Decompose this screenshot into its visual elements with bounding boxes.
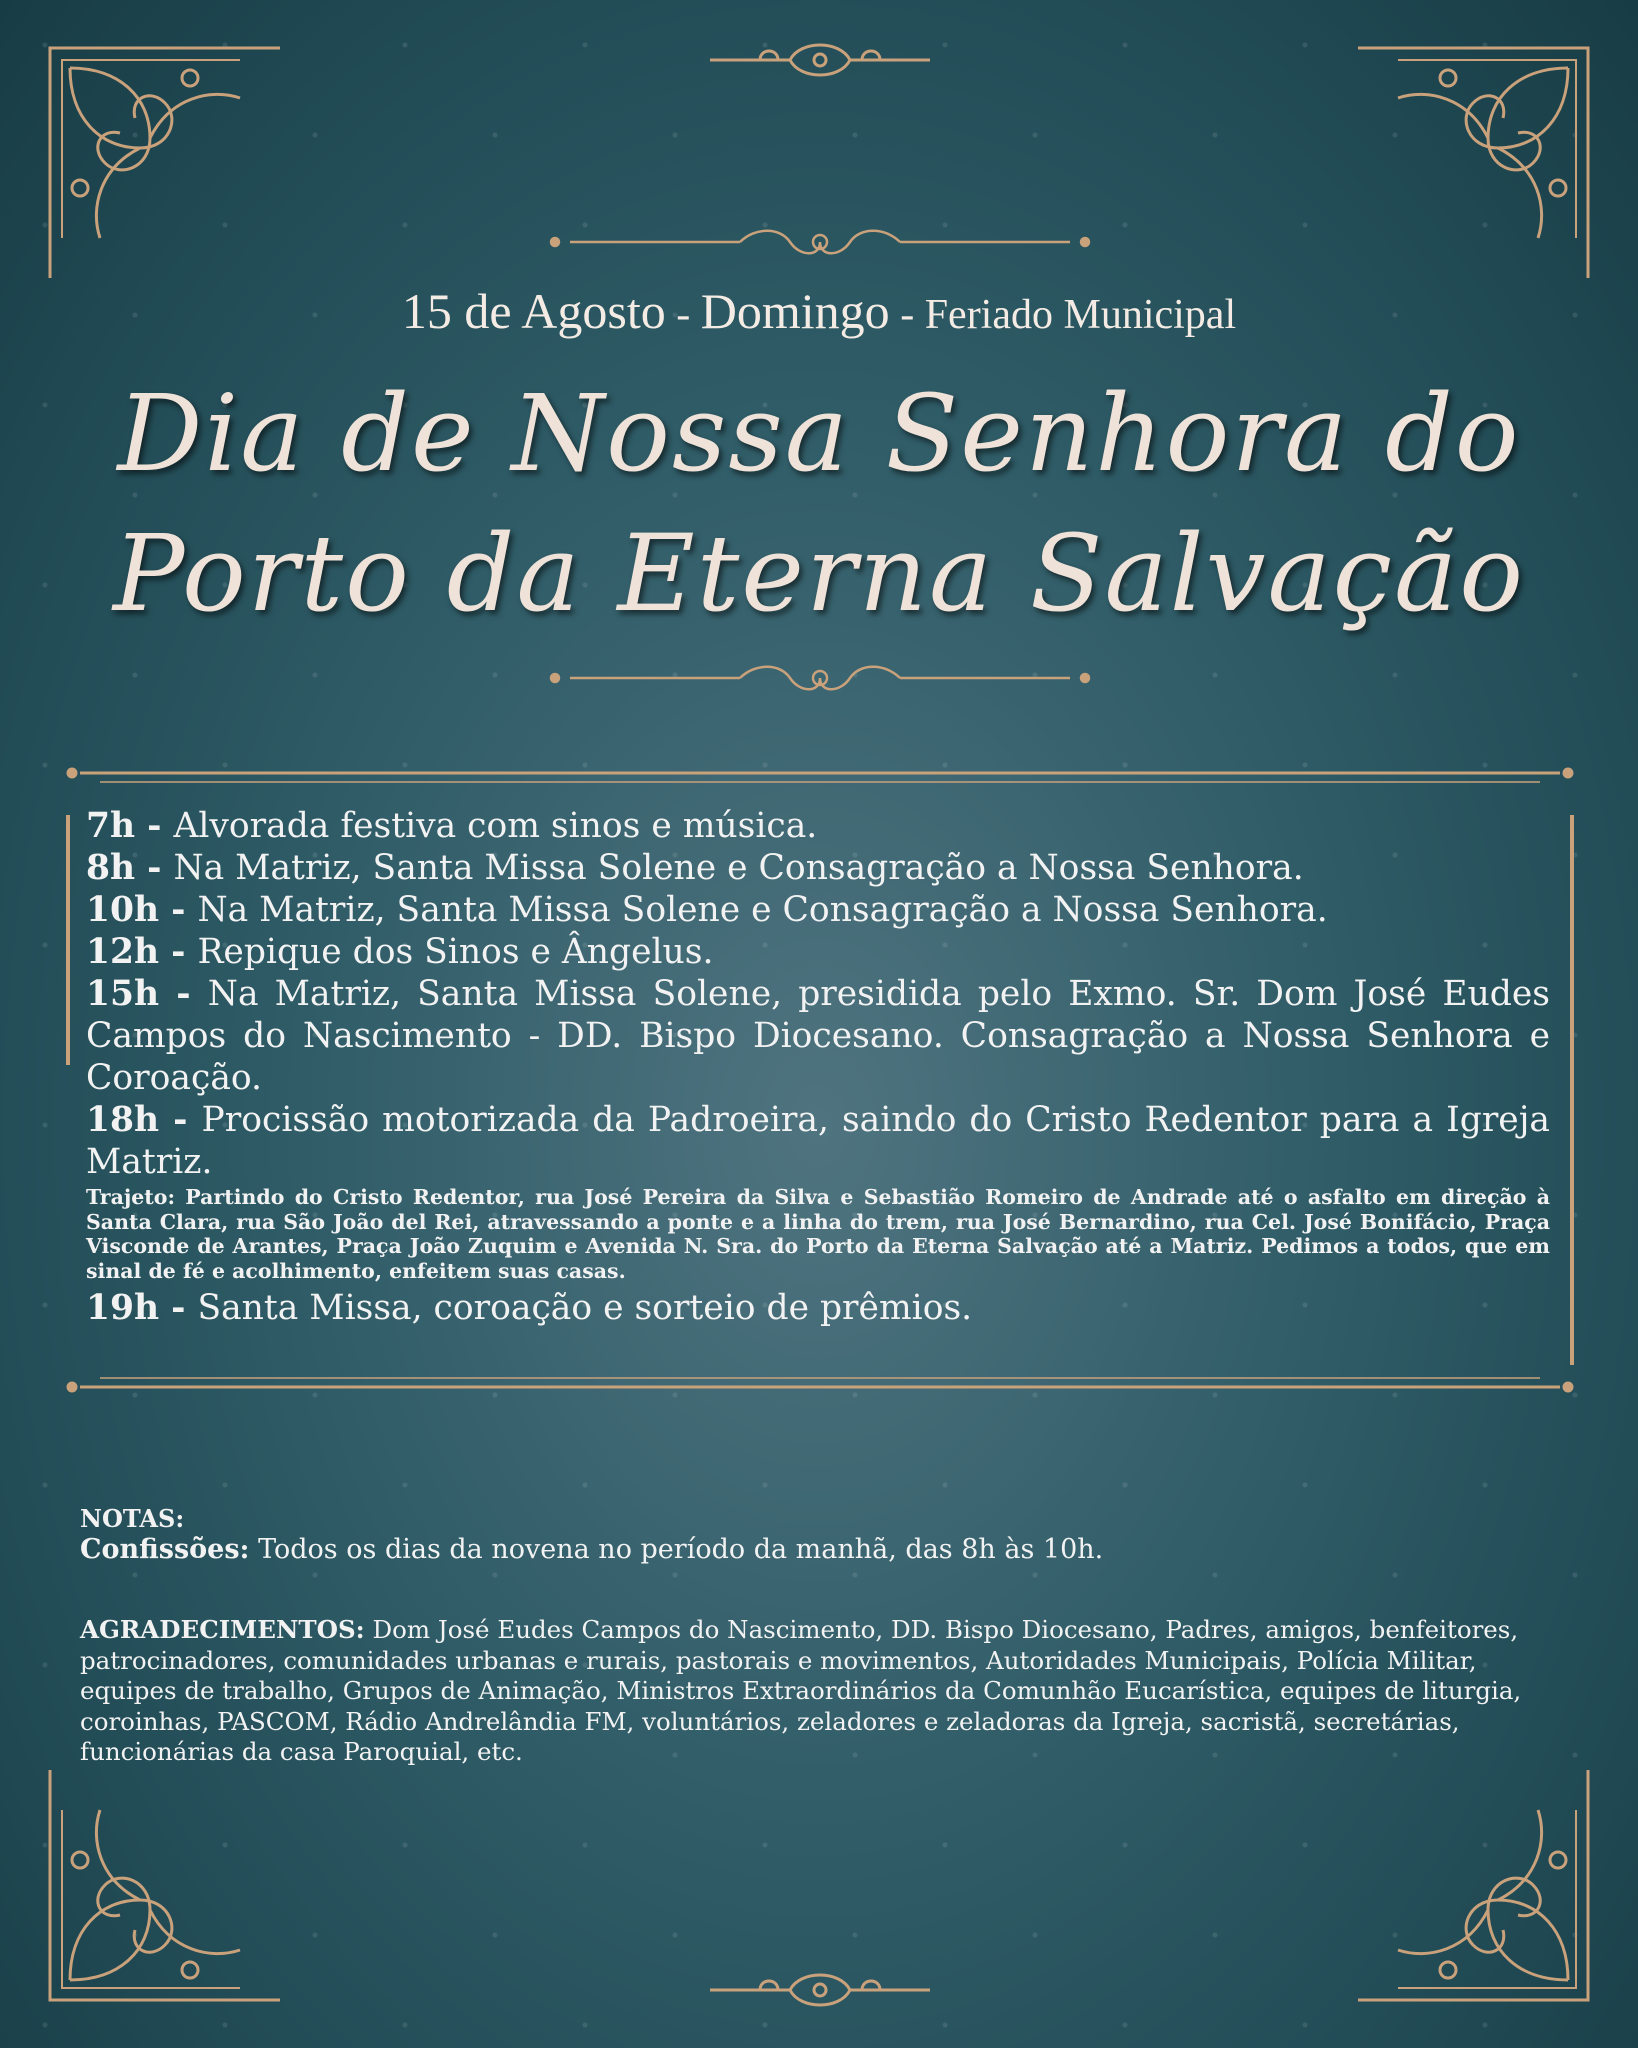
- ornament-corner-bottom-left: [40, 1760, 290, 2010]
- ornament-corner-top-right: [1348, 38, 1598, 288]
- schedule-separator: -: [159, 1100, 202, 1140]
- date-separator: -: [889, 292, 925, 338]
- notes-heading: NOTAS:: [80, 1504, 185, 1533]
- title-line-2: Porto da Eterna Salvação: [112, 512, 1526, 635]
- schedule-separator: -: [159, 890, 198, 930]
- schedule-item: [86, 973, 1550, 1099]
- schedule-item: [86, 847, 1550, 889]
- notes-section: [80, 1505, 1560, 1768]
- schedule-text: Santa Missa, coroação e sorteio de prêmios.: [197, 1288, 973, 1328]
- title-line-1: Dia de Nossa Senhora do: [117, 372, 1521, 495]
- schedule-text: Procissão motorizada da Padroeira, saindo do Cristo Redentor para a Igreja Matriz.: [86, 1100, 1550, 1182]
- schedule-time: 15h: [86, 974, 160, 1014]
- schedule-text: Na Matriz, Santa Missa Solene e Consagração a Nossa Senhora.: [197, 890, 1328, 930]
- confession-note: [80, 1533, 1560, 1567]
- schedule-text: Na Matriz, Santa Missa Solene e Consagração a Nossa Senhora.: [173, 848, 1304, 888]
- thanks-note: [80, 1615, 1560, 1768]
- schedule-time: 10h: [86, 890, 160, 930]
- ornament-corner-bottom-right: [1348, 1760, 1598, 2010]
- event-weekday: Domingo: [700, 283, 890, 339]
- ornament-title-bottom: [540, 658, 1100, 698]
- schedule-separator: -: [159, 1288, 198, 1328]
- schedule-item: [86, 805, 1550, 847]
- confession-label: Confissões:: [80, 1534, 250, 1565]
- ornament-top-center: [700, 30, 940, 90]
- schedule-text: Na Matriz, Santa Missa Solene, presidida pelo Exmo. Sr. Dom José Eudes Campos do Nascimento - DD. Bispo Diocesano. Consagração a Nossa Senhora e Coroação.: [86, 974, 1551, 1098]
- confession-text: Todos os dias da novena no período da manhã, das 8h às 10h.: [249, 1534, 1104, 1565]
- schedule-item: [86, 1287, 1550, 1329]
- schedule-text: Repique dos Sinos e Ângelus.: [197, 932, 714, 972]
- holiday-label: Feriado Municipal: [924, 292, 1237, 338]
- thanks-text: Dom José Eudes Campos do Nascimento, DD. Bispo Diocesano, Padres, amigos, benfeitores, patrocinadores, comunidades urbanas e rurais, pastorais e movimentos, Autoridades Municipais, Polícia Militar, equipes de trabalho, Grupos de Animação, Ministros Extraordinários da Comunhão Eucarística, equipes de liturgia, coroinhas, PASCOM, Rádio Andrelândia FM, voluntários, zeladores e zeladoras da Igreja, sacristã, secretárias, funcionárias da casa Paroquial, etc.: [80, 1615, 1522, 1766]
- schedule-time: 8h: [86, 848, 136, 888]
- date-separator: -: [665, 292, 701, 338]
- schedule-time: 19h: [86, 1288, 160, 1328]
- schedule-text: Alvorada festiva com sinos e música.: [173, 806, 818, 846]
- ornament-bottom-center: [700, 1960, 940, 2020]
- schedule-item: [86, 1099, 1550, 1183]
- ornament-corner-top-left: [40, 38, 290, 288]
- procession-route: Trajeto: Partindo do Cristo Redentor, rua José Pereira da Silva e Sebastião Romeiro de Andrade até o asfalto em direção à Santa Clara, rua São João del Rei, atravessando a ponte e a linha do trem, rua José Bernardino, rua Cel. José Bonifácio, Praça Visconde de Arantes, Praça João Zuquim e Avenida N. Sra. do Porto da Eterna Salvação até a Matriz. Pedimos a todos, que em sinal de fé e acolhimento, enfeitem suas casas.: [86, 1185, 1550, 1283]
- event-date-line: [0, 282, 1638, 340]
- schedule-separator: -: [159, 974, 208, 1014]
- schedule-separator: -: [159, 932, 198, 972]
- schedule-item: [86, 931, 1550, 973]
- schedule-list: [86, 805, 1550, 1329]
- schedule-item: [86, 889, 1550, 931]
- ornament-title-top: [540, 222, 1100, 262]
- schedule-separator: -: [135, 806, 174, 846]
- schedule-time: 7h: [86, 806, 136, 846]
- schedule-time: 18h: [86, 1100, 160, 1140]
- schedule-time: 12h: [86, 932, 160, 972]
- thanks-label: AGRADECIMENTOS:: [80, 1615, 365, 1644]
- event-date: 15 de Agosto: [401, 283, 666, 339]
- schedule-separator: -: [135, 848, 174, 888]
